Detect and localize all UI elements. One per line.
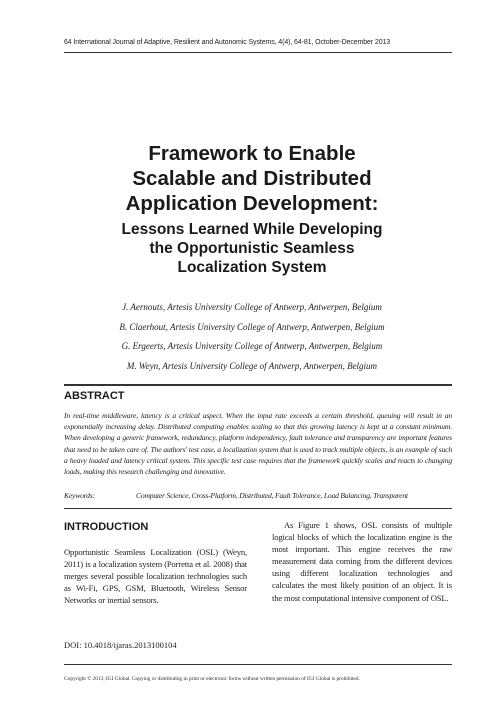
keywords-line xyxy=(64,491,464,500)
author-line: J. Aernouts, Artesis University College of Antwerp, Antwerpen, Belgium xyxy=(122,302,382,312)
article-title xyxy=(60,141,444,216)
author-line: G. Ergeerts, Artesis University College of Antwerp, Antwerpen, Belgium xyxy=(121,341,383,351)
introduction-left-column xyxy=(64,546,247,606)
copyright-notice: Copyright © 2013, IGI Global. Copying or distributing in print or electronic forms without written permission of IGI Global is prohibited. xyxy=(64,676,360,682)
title-line-3: Application Development: xyxy=(125,192,379,215)
subtitle-line-3: Localization System xyxy=(177,259,327,276)
keywords-text: Computer Science, Cross-Platform, Distributed, Fault Tolerance, Load Balancing, Transparent xyxy=(136,491,408,500)
abstract-bottom-rule xyxy=(64,508,452,509)
subtitle-line-1: Lessons Learned While Developing xyxy=(121,221,383,238)
author-list xyxy=(60,298,444,376)
abstract-heading: ABSTRACT xyxy=(64,390,125,402)
title-line-2: Scalable and Distributed xyxy=(132,167,372,190)
subtitle-line-2: the Opportunistic Seamless xyxy=(149,240,355,257)
running-header: 64 International Journal of Adaptive, Resilient and Autonomic Systems, 4(4), 64-81, October-December 2013 xyxy=(64,39,391,46)
introduction-heading: INTRODUCTION xyxy=(64,521,149,533)
introduction-right-column xyxy=(272,519,452,604)
abstract-text: In real-time middleware, latency is a critical aspect. When the input rate exceeds a certain threshold, queuing will result in an exponentially increasing delay. Distributed computing enables scaling so that this growing latency is kept at a constant minimum. When developing a generic framework, redundancy, platform independency, fault tolerance and transparency are important features that need to be taken care of. The authors' test case, a localization system that is used to track multiple objects, is an example of such a heavy loaded and latency critical system. This specific test case requires that the framework quickly scales and reacts to changing loads, making this research challenging and innovative. xyxy=(64,411,452,477)
article-subtitle xyxy=(60,220,444,277)
introduction-paragraph-2: As Figure 1 shows, OSL consists of multiple logical blocks of which the localization engine is the most important. This engine receives the raw measurement data coming from the different devices using different localization technologies and calculates the most likely position of an object. It is the most computational intensive component of OSL. xyxy=(272,520,452,603)
author-line: B. Claerhout, Artesis University College of Antwerp, Antwerpen, Belgium xyxy=(119,321,385,332)
doi: DOI: 10.4018/ijaras.2013100104 xyxy=(64,640,177,650)
footer-rule xyxy=(64,664,452,665)
abstract-top-rule xyxy=(64,384,452,386)
title-line-1: Framework to Enable xyxy=(148,142,356,165)
author-line: M. Weyn, Artesis University College of Antwerp, Antwerpen, Belgium xyxy=(126,360,378,371)
introduction-paragraph-1: Opportunistic Seamless Localization (OSL) (Weyn, 2011) is a localization system (Porretta et al. 2008) that merges several possible localization technologies such as Wi-Fi, GPS, GSM, Bluetooth, Wireless Sensor Networks or inertial sensors. xyxy=(64,547,247,606)
header-rule xyxy=(64,52,452,53)
keywords-label: Keywords: xyxy=(64,491,95,500)
